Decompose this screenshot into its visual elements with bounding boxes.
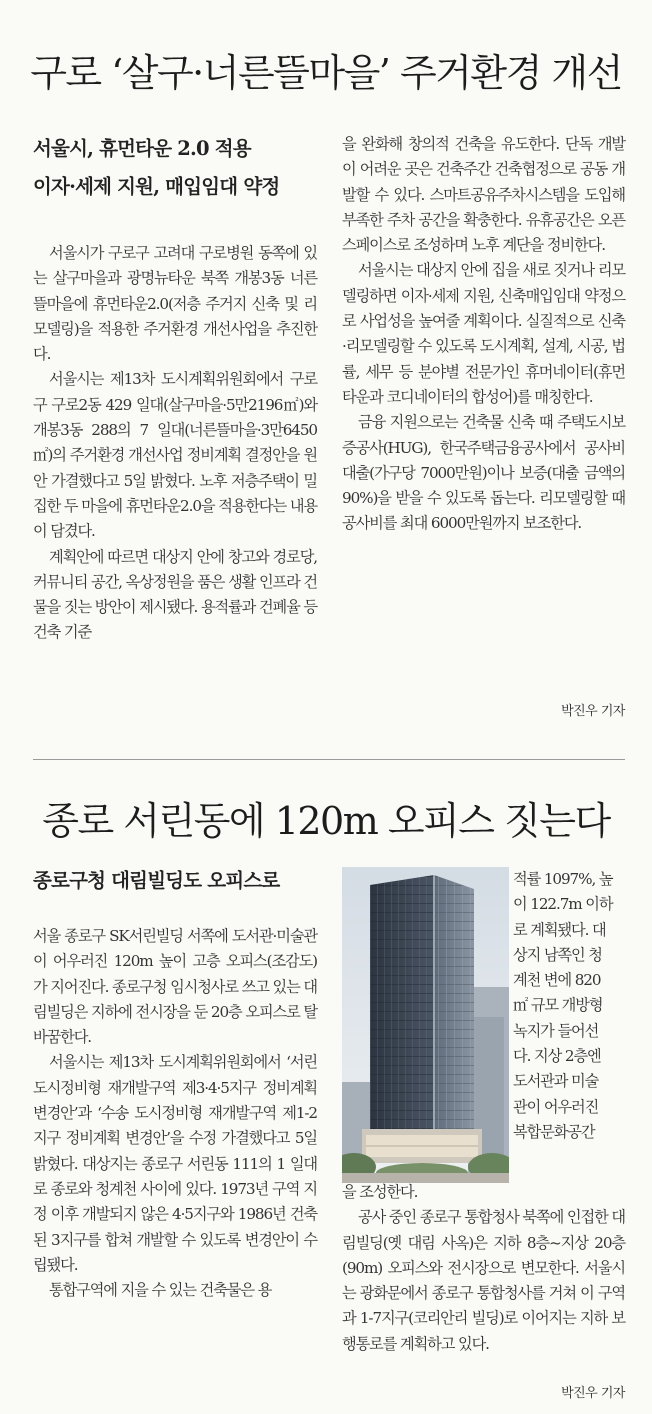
article1-paragraph: 금융 지원으로는 건축물 신축 때 주택도시보증공사(HUG), 한국주택금융공사에서 공사비 대출(가구당 7000만원)이나 보증(대출 금액의 90%)을 받을 수 있도록 돕는다. 리모델링할 때 공사비를 최대 6000만원까지 보조한다.	[342, 413, 625, 533]
article2-text-line: 상지 남쪽인 청	[513, 945, 602, 964]
article2-subheadline: 종로구청 대림빌딩도 오피스로	[33, 869, 280, 892]
article1-paragraph: 서울시는 제13차 도시계획위원회에서 구로구 구로2동 429 일대(살구마을·5만2196㎡)와 개봉3동 288의 7 일대(너른뜰마을·3만6450㎡)의 주거환경 개선사업 정비계획 결정안을 원안 가결했다고 5일 밝혔다. 노후 저층주택이 밀집한 두 마을에 휴먼타운2.0을 적용한다는 내용이 담겼다.	[33, 370, 317, 541]
article2-text-line: 복합문화공간	[513, 1122, 595, 1141]
article1-subheadline-line2: 이자·세제 지원, 매입임대 약정	[33, 175, 280, 198]
article2-text-line: 관이 어우러진	[513, 1097, 599, 1116]
article2-paragraph: 통합구역에 지을 수 있는 건축물은 용	[49, 1281, 272, 1300]
article1-paragraph: 서울시는 대상지 안에 집을 새로 짓거나 리모델링하면 이자·세제 지원, 신축매입임대 약정으로 사업성을 높여줄 계획이다. 실질적으로 신축·리모델링할 수 있도록 도시계획, 설계, 시공, 법률, 세무 등 분야별 전문가인 휴머네이터(휴먼타운과 코디네이터의 합성어)를 매칭한다.	[342, 261, 625, 406]
article2-paragraph: 서울 종로구 SK서린빌딩 서쪽에 도서관·미술관이 어우러진 120m 높이 고층 오피스(조감도)가 지어진다. 종로구청 임시청사로 쓰고 있는 대림빌딩은 지하에 전시장을 둔 20층 오피스로 탈바꿈한다.	[33, 927, 317, 1047]
article2-right-column	[342, 1180, 625, 1357]
article1-left-column	[33, 241, 317, 646]
article2-paragraph: 을 조성한다.	[342, 1183, 418, 1201]
article1-paragraph: 서울시가 구로구 고려대 구로병원 동쪽에 있는 살구마을과 광명뉴타운 북쪽 개봉3동 너른뜰마을에 휴먼타운2.0(저층 주거지 신축 및 리모델링)을 적용한 주거환경 개선사업을 추진한다.	[33, 244, 317, 364]
tower-illustration	[342, 867, 509, 1183]
article-divider	[33, 759, 625, 760]
article1-headline: 구로 ‘살구·너른뜰마을’ 주거환경 개선	[30, 51, 622, 95]
article2-text-line: 적률 1097%, 높	[513, 870, 613, 888]
article2-byline: 박진우 기자	[561, 1386, 625, 1401]
article1-subheadline-line1: 서울시, 휴먼타운 2.0 적용	[33, 137, 251, 160]
article1-right-column	[342, 132, 625, 537]
article2-text-line: 로 계획됐다. 대	[513, 920, 606, 939]
article2-paragraph: 공사 중인 종로구 통합청사 북쪽에 인접한 대림빌딩(옛 대림 사옥)은 지하 8층~지상 20층(90m) 오피스와 전시장으로 변모한다. 서울시는 광화문에서 종로구 통합청사를 거쳐 이 구역과 1-7지구(코리안리 빌딩)로 이어지는 지하 보행통로를 계획하고 있다.	[342, 1208, 625, 1353]
article2-text-line: 다. 지상 2층엔	[513, 1047, 601, 1066]
article2-text-line: 이 122.7m 이하	[513, 895, 613, 914]
article1-paragraph: 계획안에 따르면 대상지 안에 창고와 경로당, 커뮤니티 공간, 옥상정원을 품은 생활 인프라 건물을 짓는 방안이 제시됐다. 용적률과 건폐율 등 건축 기준	[33, 547, 317, 642]
article2-paragraph: 서울시는 제13차 도시계획위원회에서 ‘서린 도시정비형 재개발구역 제3·4·5지구 정비계획 변경안’과 ‘수송 도시정비형 재개발구역 제1-2지구 정비계획 변경안’을 수정 가결했다고 5일 밝혔다. 대상지는 종로구 서린동 111의 1 일대로 종로와 청계천 사이에 있다. 1973년 구역 지정 이후 개발되지 않은 4·5지구와 1986년 건축된 3지구를 합쳐 개발할 수 있도록 변경안이 수립됐다.	[33, 1053, 317, 1274]
office-tower-rendering	[342, 867, 509, 1183]
article2-text-line: 계천 변에 820	[513, 971, 601, 990]
article2-left-column	[33, 924, 317, 1303]
article2-text-line: 도서관과 미술	[513, 1072, 599, 1091]
article1-byline: 박진우 기자	[561, 704, 625, 719]
article1-subheadline	[33, 130, 323, 206]
article2-headline: 종로 서린동에 120m 오피스 짓는다	[42, 799, 610, 843]
article2-text-line: ㎡ 규모 개방형	[513, 996, 603, 1015]
article2-text-line: 녹지가 들어선	[513, 1021, 599, 1040]
article2-wrap-column	[513, 867, 625, 1145]
article1-paragraph: 을 완화해 창의적 건축을 유도한다. 단독 개발이 어려운 곳은 건축주간 건축협정으로 공동 개발할 수 있다. 스마트공유주차시스템을 도입해 부족한 주차 공간을 확충한다. 유휴공간은 오픈스페이스로 조성하며 노후 계단을 정비한다.	[342, 135, 625, 255]
